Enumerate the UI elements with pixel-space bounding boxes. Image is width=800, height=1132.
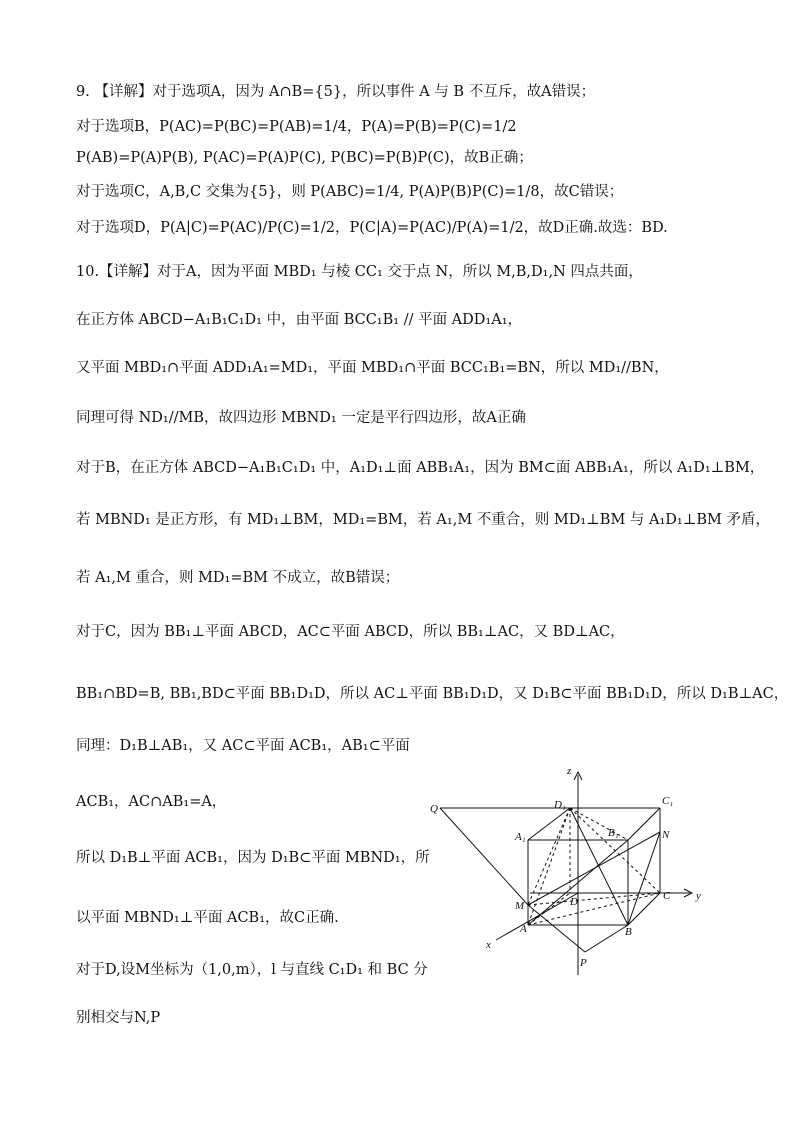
label-n: N — [662, 829, 670, 841]
line-10-perpendicular: BB₁∩BD=B, BB₁,BD⊂平面 BB₁D₁D，所以 AC⊥平面 BB₁D₁D，又 D₁B⊂平面 BB₁D₁D，所以 D₁B⊥AC， — [76, 686, 789, 702]
line-10-coincide: 若 A₁,M 重合，则 MD₁=BM 不成立，故B错误； — [76, 570, 400, 586]
line-9-intro: 9. 【详解】对于选项A，因为 A∩B={5}，所以事件 A 与 B 不互斥，故A错误； — [76, 84, 596, 100]
label-c: C — [663, 890, 671, 902]
label-x: x — [486, 939, 491, 951]
label-q: Q — [430, 803, 438, 815]
line-10-option-d-cont: 别相交与N,P — [76, 1010, 161, 1026]
line-10-plane-acb1: ACB₁，AC∩AB₁=A， — [76, 794, 227, 810]
line-10-cube: 在正方体 ABCD−A₁B₁C₁D₁ 中，由平面 BCC₁B₁ // 平面 ADD₁A₁， — [76, 312, 523, 328]
line-10-option-d: 对于D,设M坐标为（1,0,m），l 与直线 C₁D₁ 和 BC 分 — [76, 962, 428, 978]
label-z: z — [567, 765, 572, 777]
label-a1: A₁ — [515, 831, 526, 843]
line-9-option-d: 对于选项D，P(A|C)=P(AC)/P(C)=1/2，P(C|A)=P(AC)/P(A)=1/2，故D正确.故选：BD. — [76, 220, 668, 236]
label-b: B — [625, 926, 632, 938]
line-10-conclusion-c: 以平面 MBND₁⊥平面 ACB₁，故C正确. — [76, 910, 339, 926]
line-10-square: 若 MBND₁ 是正方形，有 MD₁⊥BM，MD₁=BM，若 A₁,M 不重合，则 MD₁⊥BM 与 A₁D₁⊥BM 矛盾， — [76, 512, 770, 528]
label-b1: B₁ — [608, 827, 619, 839]
line-10-similarly: 同理：D₁B⊥AB₁，又 AC⊂平面 ACB₁，AB₁⊂平面 — [76, 738, 410, 754]
label-d1: D₁ — [554, 799, 566, 811]
label-p: P — [580, 957, 587, 969]
line-9-option-b: 对于选项B，P(AC)=P(BC)=P(AB)=1/4，P(A)=P(B)=P(C)=1/2 — [76, 119, 517, 135]
label-d: D — [570, 896, 578, 908]
line-10-option-c: 对于C，因为 BB₁⊥平面 ABCD，AC⊂平面 ABCD，所以 BB₁⊥AC，又 BD⊥AC， — [76, 624, 625, 640]
line-10-parallelogram: 同理可得 ND₁//MB，故四边形 MBND₁ 一定是平行四边形，故A正确 — [76, 410, 526, 426]
line-10-option-b: 对于B，在正方体 ABCD−A₁B₁C₁D₁ 中，A₁D₁⊥面 ABB₁A₁，因为 BM⊂面 ABB₁A₁，所以 A₁D₁⊥BM， — [76, 460, 765, 476]
label-m: M — [515, 900, 525, 912]
line-10-d1b-perp: 所以 D₁B⊥平面 ACB₁，因为 D₁B⊂平面 MBND₁，所 — [76, 850, 430, 866]
label-a: A — [520, 923, 527, 935]
cube-figure — [420, 760, 720, 980]
line-9-option-c: 对于选项C，A,B,C 交集为{5}，则 P(ABC)=1/4, P(A)P(B)P(C)=1/8，故C错误； — [76, 184, 624, 200]
line-10-intro: 10.【详解】对于A，因为平面 MBD₁ 与棱 CC₁ 交于点 N，所以 M,B,D₁,N 四点共面， — [76, 264, 643, 280]
label-y: y — [696, 890, 701, 902]
label-c1: C₁ — [662, 795, 674, 807]
line-10-intersect: 又平面 MBD₁∩平面 ADD₁A₁=MD₁，平面 MBD₁∩平面 BCC₁B₁=BN，所以 MD₁//BN， — [76, 360, 669, 376]
line-9-option-b-cont: P(AB)=P(A)P(B), P(AC)=P(A)P(C), P(BC)=P(B)P(C)，故B正确； — [76, 150, 533, 166]
